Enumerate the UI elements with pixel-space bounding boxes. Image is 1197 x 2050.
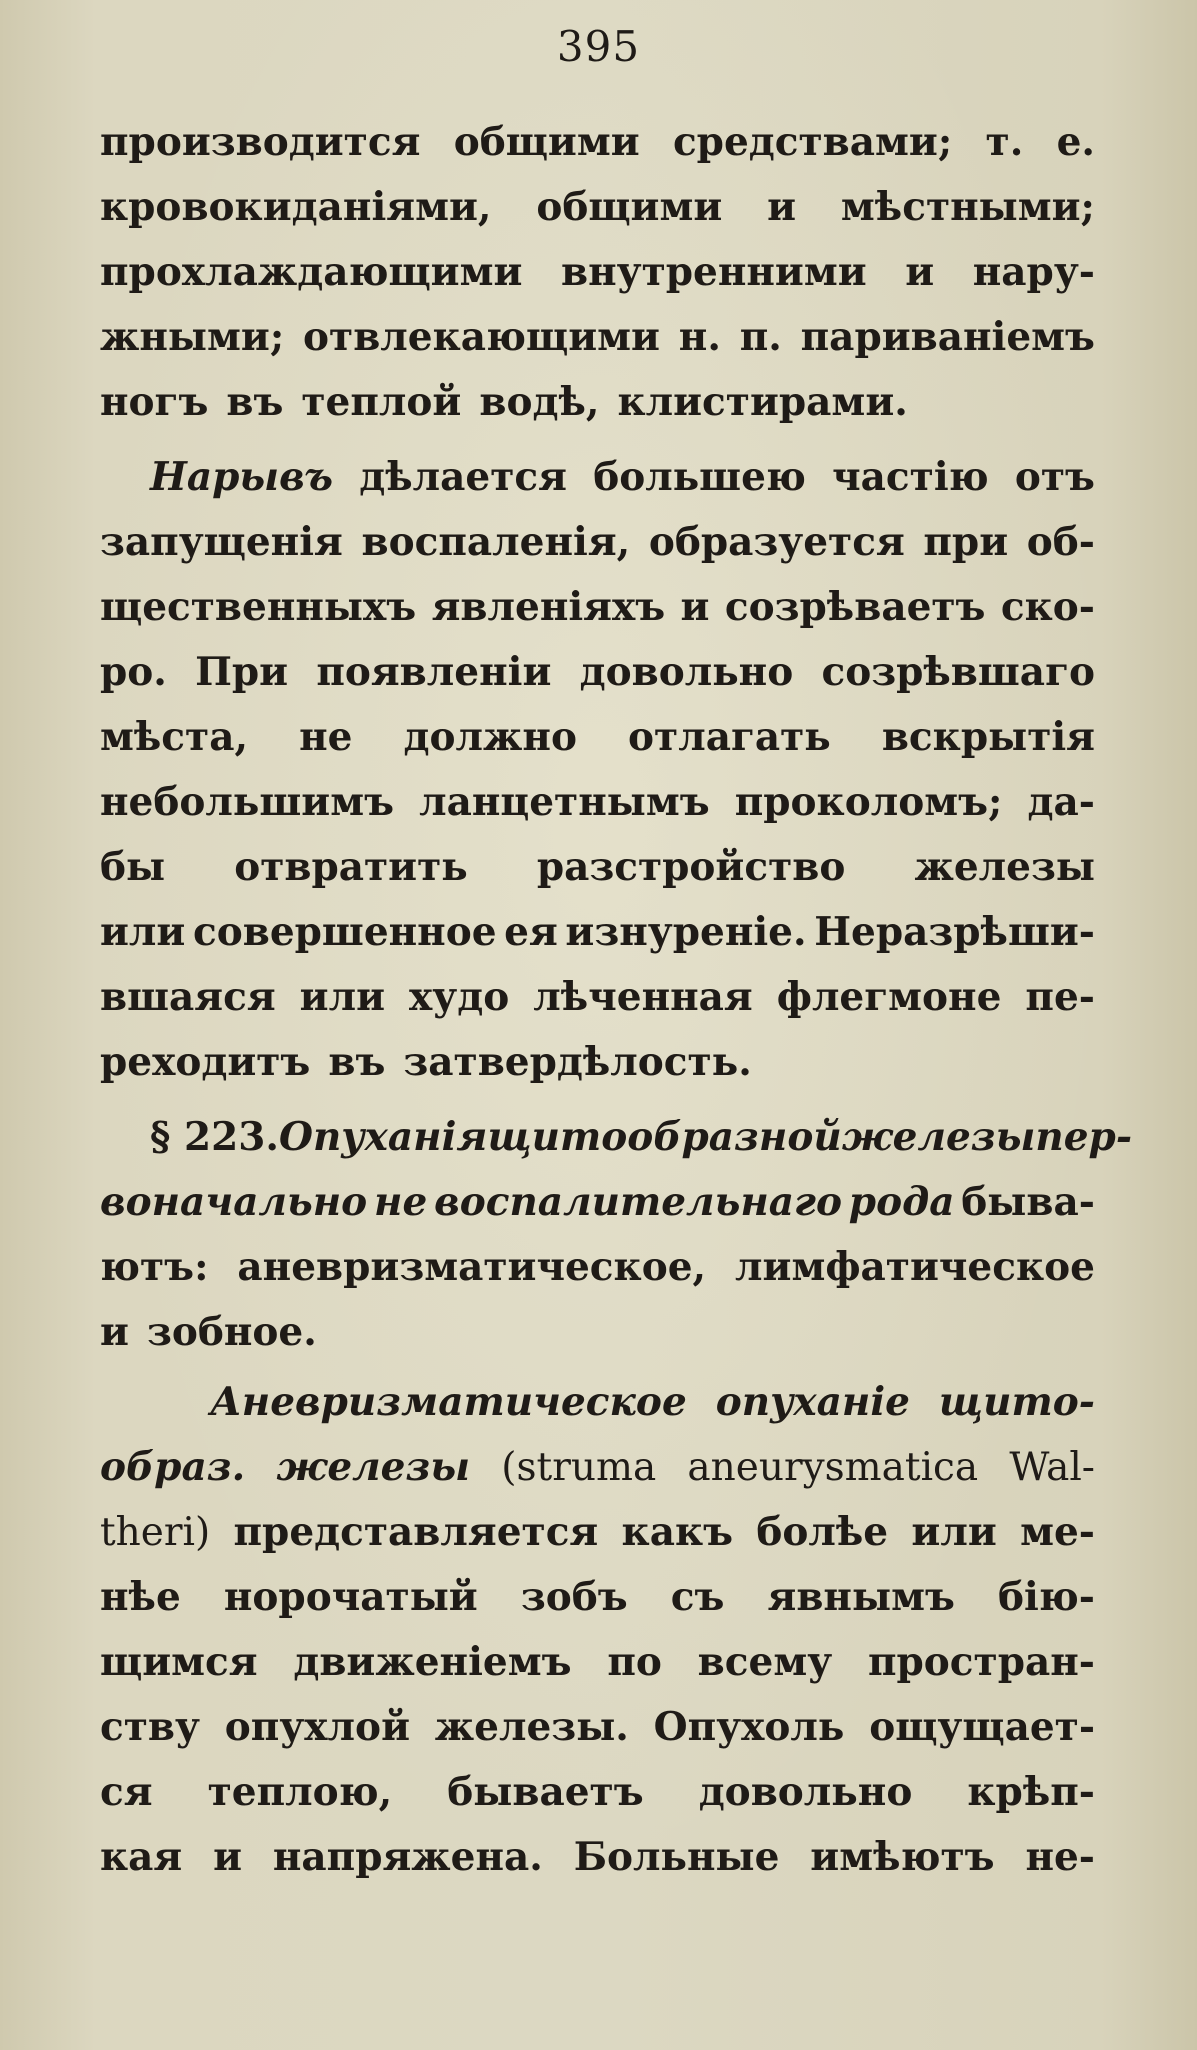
section-223 [100, 1105, 1133, 1365]
text-line: образ. железы (struma aneurysmatica Wal- [100, 1444, 1095, 1490]
text-line: производится общими средствами; т. е. [100, 119, 1095, 165]
text-line: воначально не воспалительнаго рода быва- [100, 1179, 1095, 1225]
text-line: ро. При появленіи довольно созрѣвшаго [100, 649, 1095, 695]
text-line: кая и напряжена. Больные имѣютъ не- [100, 1834, 1095, 1880]
text-line: щимся движеніемъ по всему простран- [100, 1639, 1095, 1685]
text-line: theri) представляется какъ болѣе или ме- [100, 1509, 1095, 1555]
text-line: ству опухлой железы. Опухоль ощущает- [100, 1704, 1095, 1750]
text-line: прохлаждающими внутренними и нару- [100, 249, 1095, 295]
paragraph-4 [100, 1370, 1095, 1890]
page-number: 395 [556, 22, 641, 71]
text-line: вшаяся или худо лѣченная флегмоне пе- [100, 974, 1095, 1020]
text-line: щественныхъ явленіяхъ и созрѣваетъ ско- [100, 584, 1095, 630]
text-line: ногъ въ теплой водѣ, клистирами. [100, 379, 908, 425]
text-line: ся теплою, бываетъ довольно крѣп- [100, 1769, 1095, 1815]
text-line: нѣе норочатый зобъ съ явнымъ бію- [100, 1574, 1095, 1620]
text-line: запущенія воспаленія, образуется при об- [100, 519, 1095, 565]
text-line: кровокиданіями, общими и мѣстными; [100, 184, 1095, 230]
text-line: или совершенное ея изнуреніе. Неразрѣши- [100, 909, 1095, 955]
text-line: и зобное. [100, 1309, 317, 1355]
text-line: мѣста, не должно отлагать вскрытія [100, 714, 1095, 760]
text-line: жными; отвлекающими н. п. париваніемъ [100, 314, 1095, 360]
text-line: ютъ: аневризматическое, лимфатическое [100, 1244, 1095, 1290]
text-line: небольшимъ ланцетнымъ проколомъ; да- [100, 779, 1095, 825]
text-line: § 223. Опуханія щитообразной железы пер- [100, 1105, 1095, 1170]
paragraph-1 [100, 110, 1095, 435]
text-line: бы отвратить разстройство железы [100, 844, 1095, 890]
text-line: Нарывъ дѣлается большею частію отъ [150, 454, 1095, 500]
text-line: Аневризматическое опуханіе щито- [210, 1379, 1095, 1425]
section-number: § 223. [150, 1114, 279, 1160]
text-line: реходитъ въ затвердѣлость. [100, 1039, 752, 1085]
paragraph-2 [100, 445, 1095, 1095]
